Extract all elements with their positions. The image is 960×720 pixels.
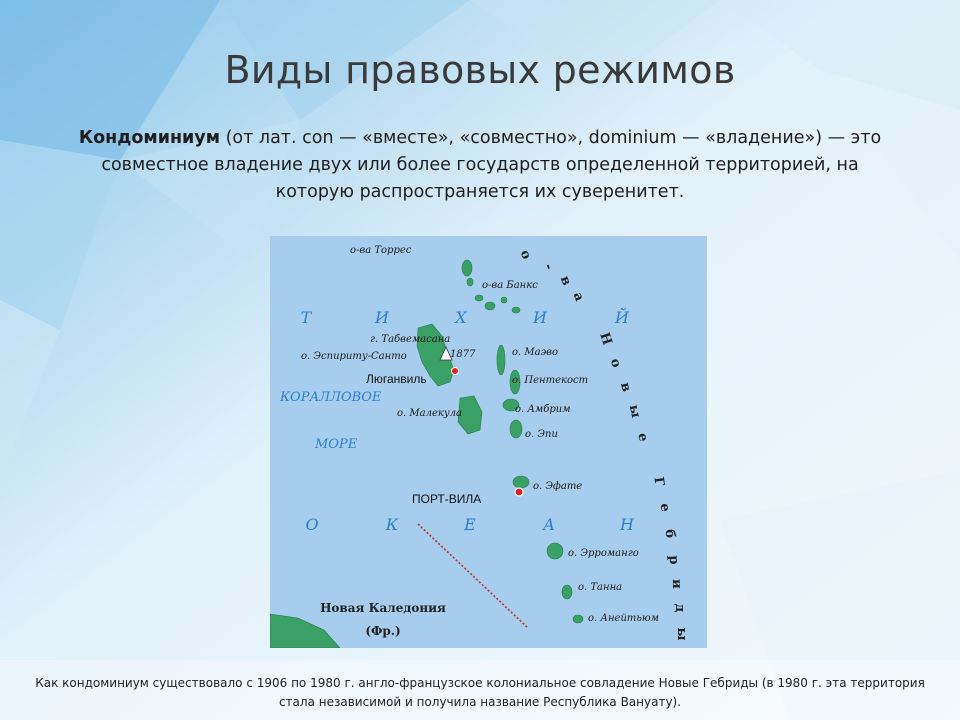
arc-letter: е <box>634 432 651 443</box>
label-tabwemasana-height: 1877 <box>450 349 476 360</box>
erromango-island <box>547 543 563 559</box>
arc-letter: Г <box>650 476 667 488</box>
port-vila-dot <box>515 488 523 496</box>
label-maewo: о. Маэво <box>512 347 559 358</box>
label-torres: о-ва Торрес <box>350 245 412 256</box>
label-port-vila: ПОРТ-ВИЛА <box>412 492 482 506</box>
aneityum-island <box>573 615 583 623</box>
arc-letter: б <box>661 528 678 539</box>
label-malekula: о. Малекула <box>397 408 462 419</box>
arc-letter: и <box>668 578 685 589</box>
pacific-letter: Н <box>620 515 634 534</box>
label-efate: о. Эфате <box>533 481 583 492</box>
label-erromango: о. Эрроманго <box>568 548 639 559</box>
label-coral-sea-2: МОРЕ <box>315 437 358 452</box>
arc-letter: р <box>665 555 682 565</box>
caption-line-2: стала независимой и получила название Республика Вануату). <box>278 695 682 709</box>
epi-island <box>510 420 522 438</box>
caption-line-1: Как кондоминиум существовало с 1906 по 1980 г. англо-французское колониальное совладение Новые Гебриды (в 1980 г. эта территория <box>35 676 925 690</box>
maewo-island <box>497 345 505 375</box>
arc-letter: ы <box>625 403 644 420</box>
pacific-letter: И <box>533 308 547 327</box>
definition-term: Кондоминиум <box>78 128 221 148</box>
label-espiritu-santo: о. Эспириту-Санто <box>301 351 407 362</box>
pacific-letter: А <box>542 515 556 534</box>
pacific-letter: К <box>385 515 399 534</box>
pacific-letter: Х <box>455 308 467 327</box>
label-aneityum: о. Анейтьюм <box>588 613 659 624</box>
efate-island <box>513 476 529 488</box>
label-tanna: о. Танна <box>578 582 623 593</box>
label-ambrym: о. Амбрим <box>515 404 571 415</box>
pacific-letter: О <box>305 515 319 534</box>
definition-text: (от лат. con — «вместе», «совместно», dominium — «владение») — это совместное владение двух или более государств определенной территорией, на которую распространяется их суверенитет. <box>101 128 882 202</box>
luganville-dot <box>452 368 459 375</box>
slide-caption <box>0 674 960 712</box>
definition-paragraph <box>60 125 900 206</box>
pacific-letter: Т <box>300 308 312 327</box>
arc-letter: Н <box>596 330 615 348</box>
label-pentecost: о. Пентекост <box>512 375 589 386</box>
pacific-letter: Й <box>615 308 629 327</box>
label-new-caledonia-fr: (Фр.) <box>365 624 401 638</box>
pacific-letter: И <box>375 308 389 327</box>
pacific-letter: Е <box>464 515 476 534</box>
arc-letter: в <box>617 380 634 394</box>
arc-letter: д <box>672 603 687 613</box>
arc-letter: а <box>569 290 587 304</box>
label-luganville: Люганвиль <box>366 372 427 386</box>
arc-letter: о <box>516 248 534 262</box>
arc-letter: - <box>540 261 557 272</box>
vanuatu-map <box>270 236 707 648</box>
banks-island <box>501 297 507 303</box>
label-tabwemasana: г. Табвемасана <box>370 334 451 345</box>
label-banks: о-ва Банкс <box>482 280 538 291</box>
label-epi: о. Эпи <box>525 429 558 440</box>
arc-letter: в <box>556 273 574 288</box>
label-coral-sea-1: КОРАЛЛОВОЕ <box>280 390 382 405</box>
torres-island <box>462 260 472 276</box>
tanna-island <box>562 585 572 599</box>
label-new-caledonia: Новая Каледония <box>320 601 446 615</box>
arc-letter: о <box>606 356 624 370</box>
slide-title: Виды правовых режимов <box>224 48 736 92</box>
arc-letter: ы <box>674 627 689 641</box>
arc-letter: е <box>656 502 673 513</box>
